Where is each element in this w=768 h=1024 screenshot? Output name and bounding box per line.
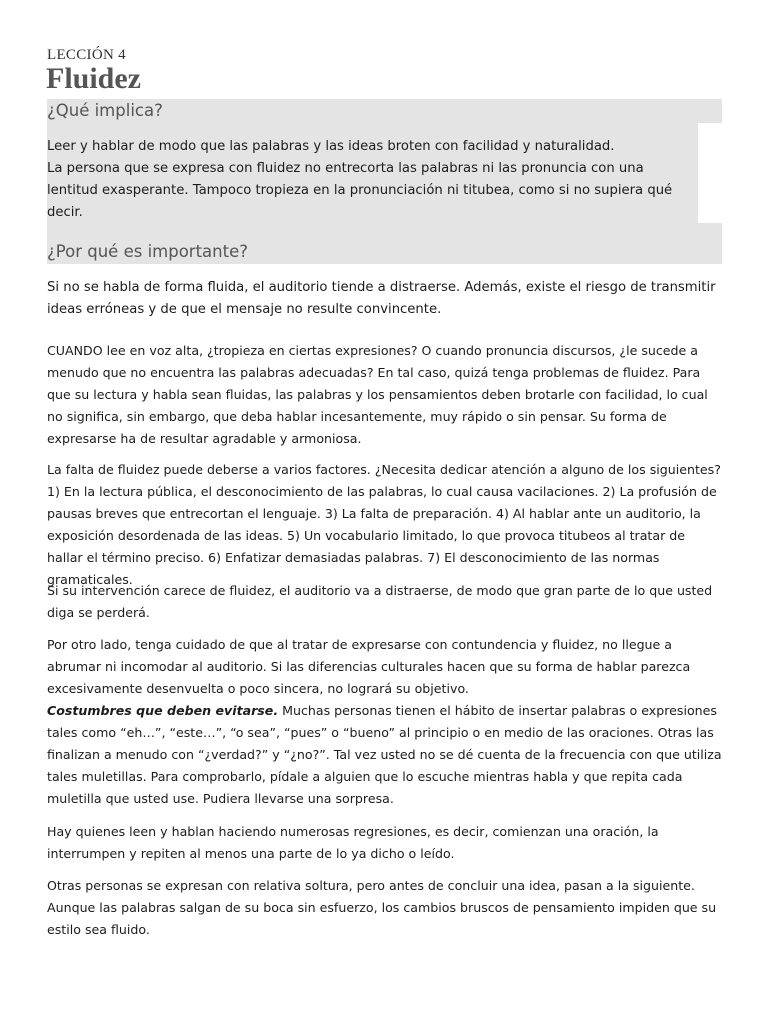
body-paragraph-2: La falta de fluidez puede deberse a varios factores. ¿Necesita dedicar atención a alguno de los siguientes? 1) En la lectura pública, el desconocimiento de las palabras, lo cual causa vacilaciones. 2) La profusión de pausas breves que entrecortan el lenguaje. 3) La falta de preparación. 4) Al hablar ante un auditorio, la exposición desordenada de las ideas. 5) Un vocabulario limitado, lo que provoca titubeos al tratar de hallar el término preciso. 6) Enfatizar demasiadas palabras. 7) El desconocimiento de las normas gramaticales.	[47, 462, 721, 587]
body-paragraph-habits	[47, 700, 722, 810]
body-paragraph-4: Por otro lado, tenga cuidado de que al tratar de expresarse con contundencia y fluidez, no llegue a abrumar ni incomodar al auditorio. Si las diferencias culturales hacen que su forma de hablar parezca excesivamente desenvuelta o poco sincera, no logrará su objetivo.	[47, 637, 691, 696]
importance-paragraph: Si no se habla de forma fluida, el auditorio tiende a distraerse. Además, existe el riesgo de transmitir ideas erróneas y de que el mensaje no resulte convincente.	[47, 280, 716, 317]
lesson-label: LECCIÓN 4	[47, 47, 126, 63]
lesson-title: Fluidez	[46, 62, 141, 95]
body-paragraph-6: Hay quienes leen y hablan haciendo numerosas regresiones, es decir, comienzan una oración, la interrumpen y repiten al menos una parte de lo ya dicho o leído.	[47, 824, 659, 861]
body-paragraph-7: Otras personas se expresan con relativa soltura, pero antes de concluir una idea, pasan a la siguiente. Aunque las palabras salgan de su boca sin esfuerzo, los cambios bruscos de pensamiento impiden que su estilo sea fluido.	[47, 878, 717, 937]
body-paragraph-1: CUANDO lee en voz alta, ¿tropieza en ciertas expresiones? O cuando pronuncia discursos, ¿le sucede a menudo que no encuentra las palabras adecuadas? En tal caso, quizá tenga problemas de fluidez. Para que su lectura y habla sean fluidas, las palabras y los pensamientos deben brotarle con facilidad, lo cual no significa, sin embargo, que deba hablar incesantemente, muy rápido o sin pensar. Su forma de expresarse ha de resultar agradable y armoniosa.	[47, 343, 708, 446]
habits-text: Muchas personas tienen el hábito de insertar palabras o expresiones tales como “eh…”, “este…”, “o sea”, “pues” o “bueno” al principio o en medio de las oraciones. Otras las finalizan a menudo con “¿verdad?” y “¿no?”. Tal vez usted no se dé cuenta de la frecuencia con que utiliza tales muletillas. Para comprobarlo, pídale a alguien que lo escuche mientras habla y que repita cada muletilla que usted use. Pudiera llevarse una sorpresa.	[47, 703, 722, 806]
body-paragraph-3: Si su intervención carece de fluidez, el auditorio va a distraerse, de modo que gran parte de lo que usted diga se perderá.	[47, 583, 713, 620]
box-heading-what: ¿Qué implica?	[47, 101, 163, 120]
habits-subheading: Costumbres que deben evitarse.	[47, 703, 279, 718]
box-para-definition: Leer y hablar de modo que las palabras y las ideas broten con facilidad y naturalidad.	[47, 139, 615, 154]
box-para-description: La persona que se expresa con fluidez no entrecorta las palabras ni las pronuncia con una lentitud exasperante. Tampoco tropieza en la pronunciación ni titubea, como si no supiera qué decir.	[47, 161, 673, 220]
box-heading-why: ¿Por qué es importante?	[47, 242, 248, 261]
